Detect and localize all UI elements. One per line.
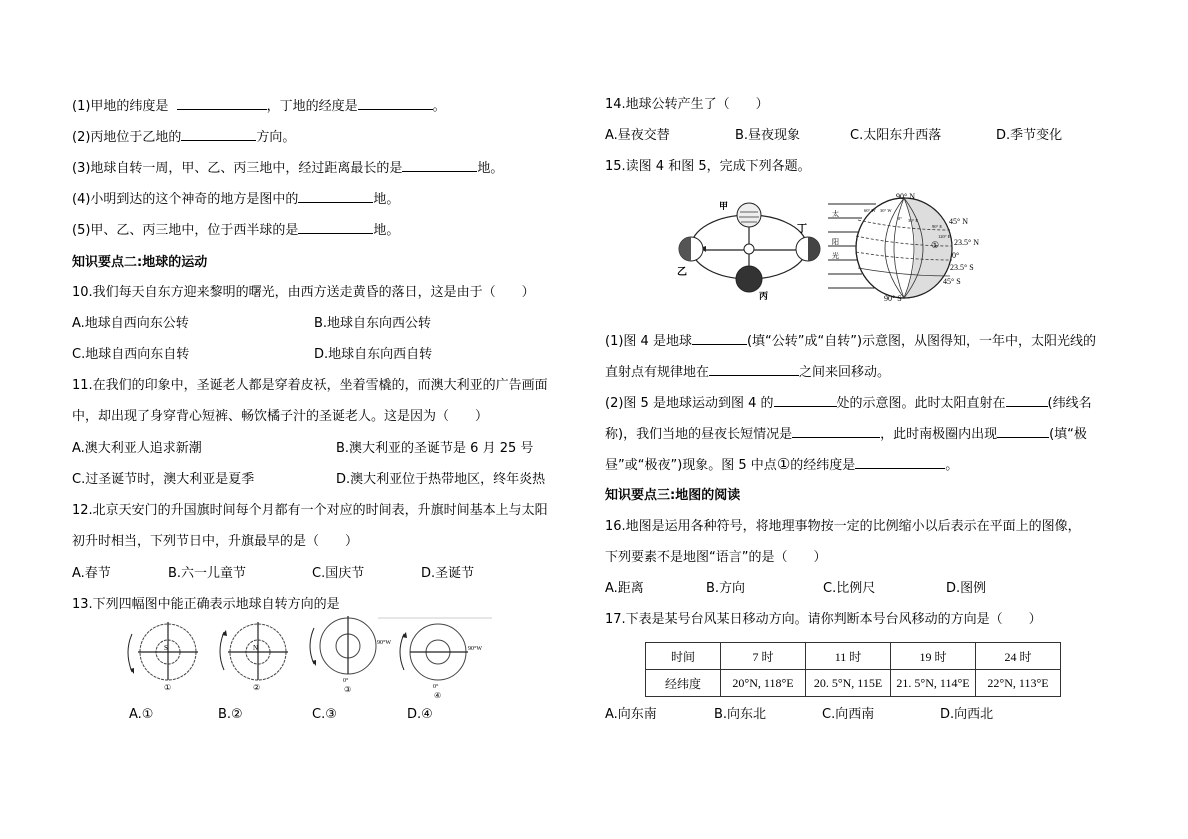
answer-blank[interactable] [855,456,945,469]
answer-blank[interactable] [1006,394,1048,407]
q12-option-c[interactable]: C.国庆节 [312,566,365,581]
answer-blank[interactable] [298,190,373,203]
q17-stem: 17.下表是某号台风某日移动方向。请你判断本号台风移动的方向是（ ） [605,612,1042,627]
q13-option-a[interactable]: A.① [129,707,154,722]
svg-text:③: ③ [344,685,352,694]
table-cell: 20°N, 118°E [721,670,806,697]
figure-5-globe-diagram [826,190,994,302]
table-cell: 21. 5°N, 114°E [891,670,976,697]
q15-1b-suffix: 之间来回移动。 [799,365,891,380]
svg-text:90°W: 90°W [468,646,483,652]
svg-text:30° E: 30° E [908,218,919,223]
q16-option-c[interactable]: C.比例尺 [823,581,876,596]
q9-3-suffix: 地。 [477,161,504,176]
svg-text:90° E: 90° E [932,224,943,229]
q14-option-b[interactable]: B.昼夜现象 [735,128,801,143]
svg-text:90° N: 90° N [896,192,915,201]
q10-option-a[interactable]: A.地球自西向东公转 [72,316,189,331]
answer-blank[interactable] [692,332,747,345]
q14-option-d[interactable]: D.季节变化 [996,128,1063,143]
svg-text:丙: 丙 [759,291,769,300]
svg-text:90°W: 90°W [377,640,392,646]
q15-part1-line1 [605,332,1096,350]
table-header-cell: 24 时 [976,643,1061,670]
answer-blank[interactable] [997,425,1049,438]
q9-part-2 [72,128,295,146]
q11-option-a[interactable]: A.澳大利亚人追求新潮 [72,441,202,456]
q13-option-c[interactable]: C.③ [312,707,337,722]
q12-option-a[interactable]: A.春节 [72,566,111,581]
q10-stem: 10.我们每天自东方迎来黎明的曙光，由西方送走黄昏的落日，这是由于（ ） [72,285,535,300]
svg-text:0°: 0° [952,251,960,260]
svg-text:30° W: 30° W [880,208,892,213]
answer-blank[interactable] [358,97,433,110]
q15-2c-mid: 的经纬度是 [790,458,856,473]
q9-2-suffix: 方向。 [256,130,296,145]
q9-part-4 [72,190,399,208]
q15-2-prefix: (2)图 5 是地球运动到图 4 的 [605,396,774,411]
svg-text:45° N: 45° N [949,217,968,226]
q15-2b-mid: ，此时南极圈内出现 [880,427,998,442]
svg-text:0°: 0° [343,678,349,684]
table-header-cell: 7 时 [721,643,806,670]
table-header-cell: 19 时 [891,643,976,670]
answer-blank[interactable] [792,425,880,438]
circled-one-icon: ① [776,455,791,473]
q9-1-text: (1)甲地的纬度是 [72,99,173,114]
q11-stem-line1: 11.在我们的印象中，圣诞老人都是穿着皮袄，坐着雪橇的，而澳大利亚的广告画面 [72,378,548,393]
q11-option-b[interactable]: B.澳大利亚的圣诞节是 6 月 25 号 [336,441,534,456]
q17-option-c[interactable]: C.向西南 [822,707,875,722]
svg-text:太: 太 [832,210,839,218]
q14-option-a[interactable]: A.昼夜交替 [605,128,670,143]
answer-blank[interactable] [709,363,799,376]
q11-option-d[interactable]: D.澳大利亚位于热带地区，终年炎热 [336,472,546,487]
svg-text:0°: 0° [433,684,439,690]
table-row [646,670,1061,697]
svg-text:S: S [164,644,168,652]
answer-blank[interactable] [774,394,837,407]
svg-text:光: 光 [832,252,839,260]
q15-part1-line2 [605,363,890,381]
q14-option-c[interactable]: C.太阳东升西落 [850,128,942,143]
q13-figures [110,614,500,704]
figure-4-orbit-diagram [672,192,822,300]
q9-4-suffix: 地。 [373,192,400,207]
q9-3-text: (3)地球自转一周，甲、乙、丙三地中，经过距离最长的是 [72,161,403,176]
section-heading-2: 知识要点二:地球的运动 [72,255,208,270]
table-header-cell: 11 时 [806,643,891,670]
svg-text:乙: 乙 [677,267,687,278]
q16-option-a[interactable]: A.距离 [605,581,644,596]
q17-option-b[interactable]: B.向东北 [714,707,767,722]
q9-2-text: (2)丙地位于乙地的 [72,130,182,145]
typhoon-table [645,642,1061,697]
q9-5-suffix: 地。 [373,223,400,238]
q12-stem-line2: 初升时相当，下列节日中，升旗最早的是（ ） [72,534,359,549]
q10-option-d[interactable]: D.地球自东向西自转 [314,347,433,362]
q9-part-1 [72,97,446,115]
q13-figure-2 [220,622,288,692]
q16-option-b[interactable]: B.方向 [706,581,746,596]
table-cell: 20. 5°N, 115E [806,670,891,697]
q15-1b-prefix: 直射点有规律地在 [605,365,710,380]
q13-option-b[interactable]: B.② [218,707,243,722]
q13-figure-3 [310,616,391,694]
svg-text:②: ② [253,683,261,692]
q13-figure-4 [400,624,482,700]
q15-2c-suffix: 。 [945,458,959,473]
q9-part-3 [72,159,503,177]
svg-text:23.5° N: 23.5° N [954,238,979,247]
q12-option-d[interactable]: D.圣诞节 [421,566,475,581]
section-heading-3: 知识要点三:地图的阅读 [605,488,741,503]
table-header-cell: 时间 [646,643,721,670]
svg-text:甲: 甲 [719,201,729,211]
q9-5-text: (5)甲、乙、丙三地中，位于西半球的是 [72,223,299,238]
q14-stem: 14.地球公转产生了（ ） [605,97,769,112]
svg-text:90° S: 90° S [884,294,902,302]
svg-text:N: N [253,644,259,652]
svg-text:23.5° S: 23.5° S [950,263,974,272]
q11-stem-line2: 中，却出现了身穿背心短裤、畅饮橘子汁的圣诞老人。这是因为（ ） [72,409,489,424]
q9-part-5 [72,221,399,239]
q15-1-suffix: (填“公转”成“自转”)示意图，从图得知，一年中，太阳光线的 [746,334,1097,349]
table-cell: 经纬度 [646,670,721,697]
svg-text:①: ① [164,683,172,692]
q15-1-prefix: (1)图 4 是地球 [605,334,692,349]
answer-blank[interactable] [181,128,256,141]
q9-1-suffix: 。 [432,99,446,114]
q10-option-c[interactable]: C.地球自西向东自转 [72,347,190,362]
q16-option-d[interactable]: D.图例 [946,581,987,596]
answer-blank[interactable] [402,159,477,172]
answer-blank[interactable] [298,221,373,234]
svg-text:丁: 丁 [797,224,807,235]
sun-icon [744,244,754,254]
svg-text:①: ① [931,240,940,250]
q15-part2-line1 [605,394,1092,412]
q13-figure-1 [128,622,198,692]
svg-text:45° S: 45° S [943,277,961,286]
q10-option-b[interactable]: B.地球自东向西公转 [314,316,432,331]
q15-2-mid: 处的示意图。此时太阳直射在 [836,396,1006,411]
q15-2c-prefix: 昼”或“极夜”)现象。图 5 中点 [605,458,777,473]
q13-option-d[interactable]: D.④ [407,707,433,722]
q13-stem: 13.下列四幅图中能正确表示地球自转方向的是 [72,597,340,612]
q15-2b-suffix: (填“极 [1049,427,1087,442]
table-cell: 22°N, 113°E [976,670,1061,697]
svg-text:阳: 阳 [832,238,839,246]
answer-blank[interactable] [177,97,267,110]
q16-stem-line1: 16.地图是运用各种符号，将地理事物按一定的比例缩小以后表示在平面上的图像， [605,519,1081,534]
svg-text:0°: 0° [898,216,903,221]
q11-option-c[interactable]: C.过圣诞节时，澳大利亚是夏季 [72,472,255,487]
q15-part2-line3 [605,456,958,474]
q16-stem-line2: 下列要素不是地图“语言”的是（ ） [605,550,827,565]
q12-stem-line1: 12.北京天安门的升国旗时间每个月都有一个对应的时间表，升旗时间基本上与太阳 [72,503,548,518]
svg-text:60° W: 60° W [864,208,876,213]
q15-2b-prefix: 称)，我们当地的昼夜长短情况是 [605,427,793,442]
q12-option-b[interactable]: B.六一儿童节 [168,566,247,581]
table-row [646,643,1061,670]
q17-option-d[interactable]: D.向西北 [940,707,994,722]
q9-4-text: (4)小明到达的这个神奇的地方是图中的 [72,192,299,207]
q9-1-mid: ，丁地的经度是 [266,99,358,114]
q15-stem: 15.读图 4 和图 5，完成下列各题。 [605,159,811,174]
svg-text:120° E: 120° E [938,234,951,239]
svg-text:④: ④ [434,691,442,700]
q15-part2-line2 [605,425,1087,443]
q15-2-suffix: (纬线名 [1047,396,1092,411]
q17-option-a[interactable]: A.向东南 [605,707,657,722]
